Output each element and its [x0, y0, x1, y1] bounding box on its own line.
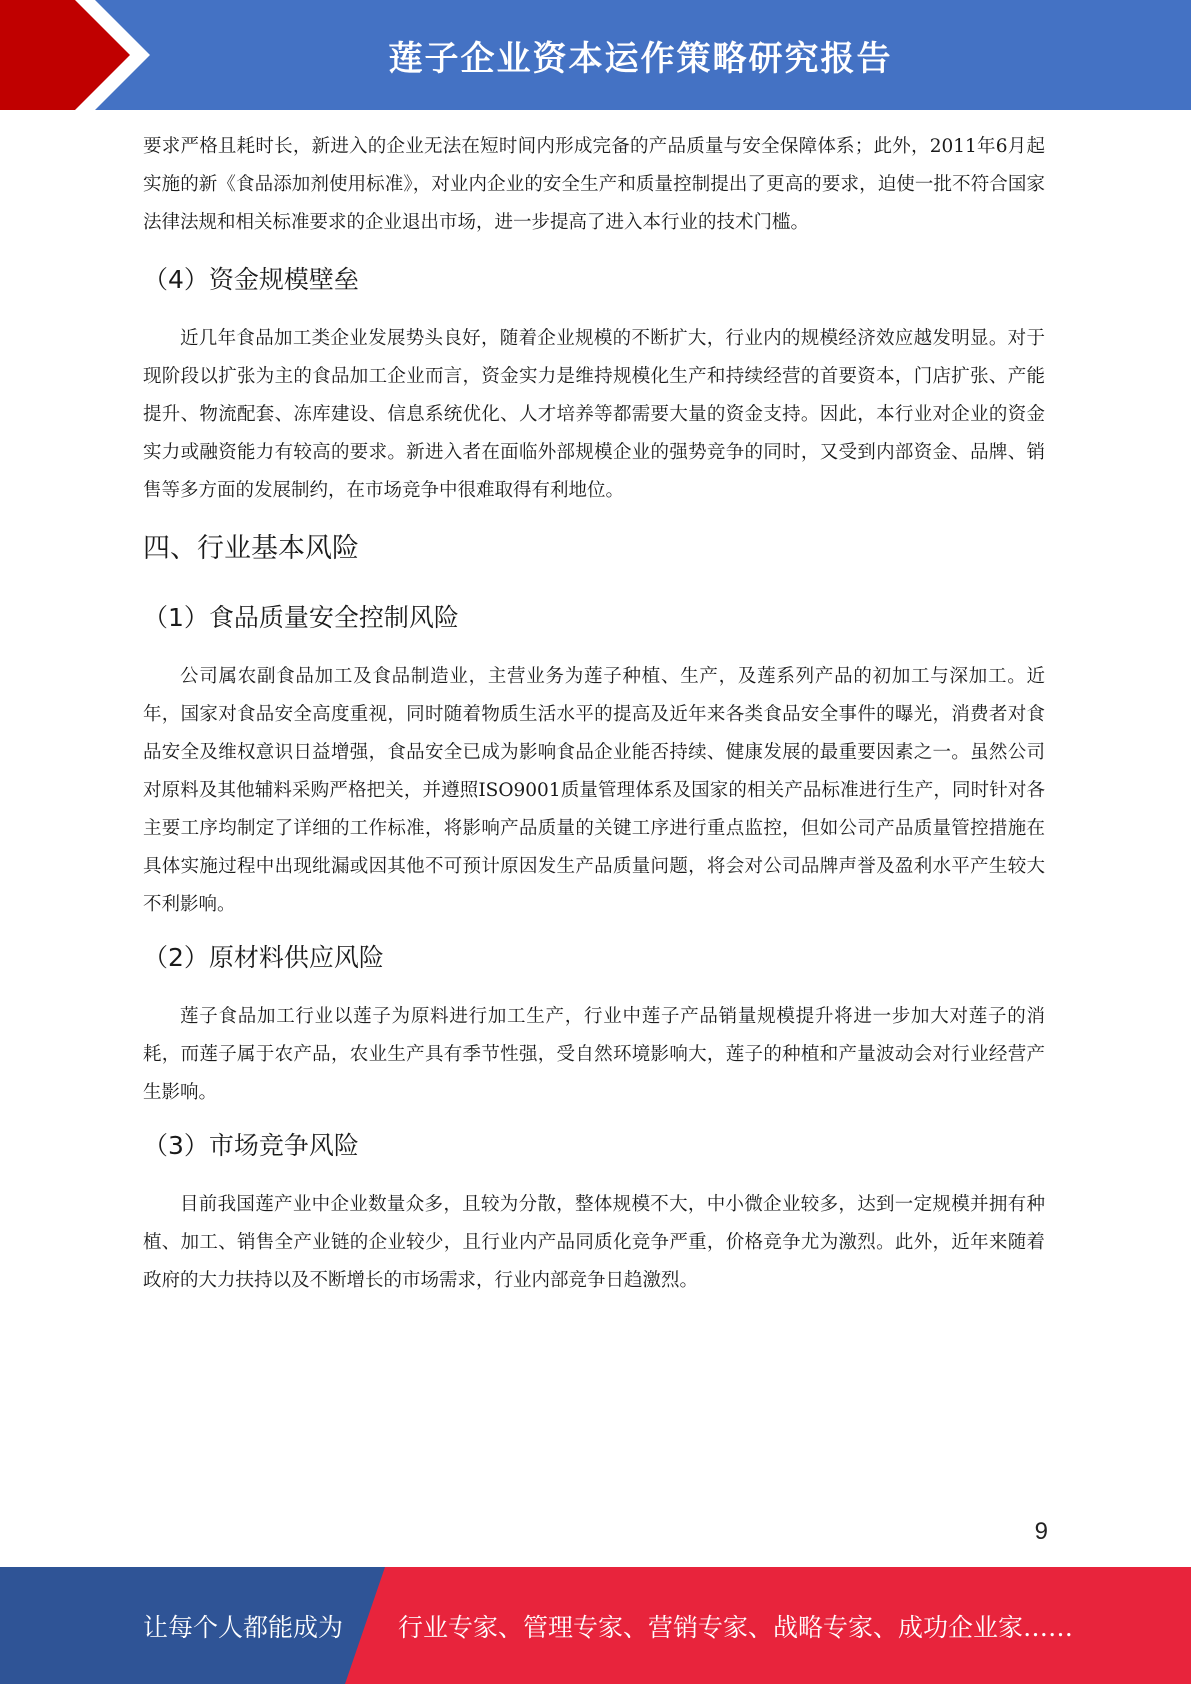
- paragraph-material-supply-risk: 莲子食品加工行业以莲子为原料进行加工生产，行业中莲子产品销量规模提升将进一步加大对莲子的消耗，而莲子属于农产品，农业生产具有季节性强，受自然环境影响大，莲子的种植和产量波动会对行业经营产生影响。: [143, 1006, 1045, 1103]
- heading-food-safety-risk: （1）食品质量安全控制风险: [143, 603, 459, 632]
- heading-market-competition-risk: （3）市场竞争风险: [143, 1131, 359, 1160]
- heading-capital-barrier: （4）资金规模壁垒: [143, 265, 359, 294]
- page-number: 9: [1034, 1518, 1048, 1545]
- heading-material-supply-risk: （2）原材料供应风险: [143, 943, 384, 972]
- page-header: [0, 0, 1191, 110]
- footer-slogan-right: 行业专家、管理专家、营销专家、战略专家、成功企业家……: [398, 1612, 1074, 1642]
- heading-industry-risk: 四、行业基本风险: [143, 533, 359, 564]
- footer-slogan-left: 让每个人都能成为: [143, 1612, 344, 1642]
- paragraph-capital-barrier: 近几年食品加工类企业发展势头良好，随着企业规模的不断扩大，行业内的规模经济效应越发明显。对于现阶段以扩张为主的食品加工企业而言，资金实力是维持规模化生产和持续经营的首要资本，门店扩张、产能提升、物流配套、冻库建设、信息系统优化、人才培养等都需要大量的资金支持。因此，本行业对企业的资金实力或融资能力有较高的要求。新进入者在面临外部规模企业的强势竞争的同时，又受到内部资金、品牌、销售等多方面的发展制约，在市场竞争中很难取得有利地位。: [143, 328, 1045, 501]
- page-footer: [0, 1567, 1191, 1684]
- paragraph-market-competition-risk: 目前我国莲产业中企业数量众多，且较为分散，整体规模不大，中小微企业较多，达到一定规模并拥有种植、加工、销售全产业链的企业较少，且行业内产品同质化竞争严重，价格竞争尤为激烈。此外，近年来随着政府的大力扶持以及不断增长的市场需求，行业内部竞争日趋激烈。: [143, 1194, 1045, 1291]
- paragraph-food-safety-risk: 公司属农副食品加工及食品制造业，主营业务为莲子种植、生产，及莲系列产品的初加工与深加工。近年，国家对食品安全高度重视，同时随着物质生活水平的提高及近年来各类食品安全事件的曝光，消费者对食品安全及维权意识日益增强，食品安全已成为影响食品企业能否持续、健康发展的最重要因素之一。虽然公司对原料及其他辅料采购严格把关，并遵照ISO9001质量管理体系及国家的相关产品标准进行生产，同时针对各主要工序均制定了详细的工作标准，将影响产品质量的关键工序进行重点监控，但如公司产品质量管控措施在具体实施过程中出现纰漏或因其他不可预计原因发生产品质量问题，将会对公司品牌声誉及盈利水平产生较大不利影响。: [143, 666, 1045, 915]
- document-body: [143, 128, 1045, 1300]
- paragraph-intro: 要求严格且耗时长，新进入的企业无法在短时间内形成完备的产品质量与安全保障体系；此外，2011年6月起实施的新《食品添加剂使用标准》，对业内企业的安全生产和质量控制提出了更高的要求，迫使一批不符合国家法律法规和相关标准要求的企业退出市场，进一步提高了进入本行业的技术门槛。: [143, 136, 1045, 233]
- report-title: 莲子企业资本运作策略研究报告: [388, 38, 893, 79]
- red-chevron-icon: [0, 0, 160, 110]
